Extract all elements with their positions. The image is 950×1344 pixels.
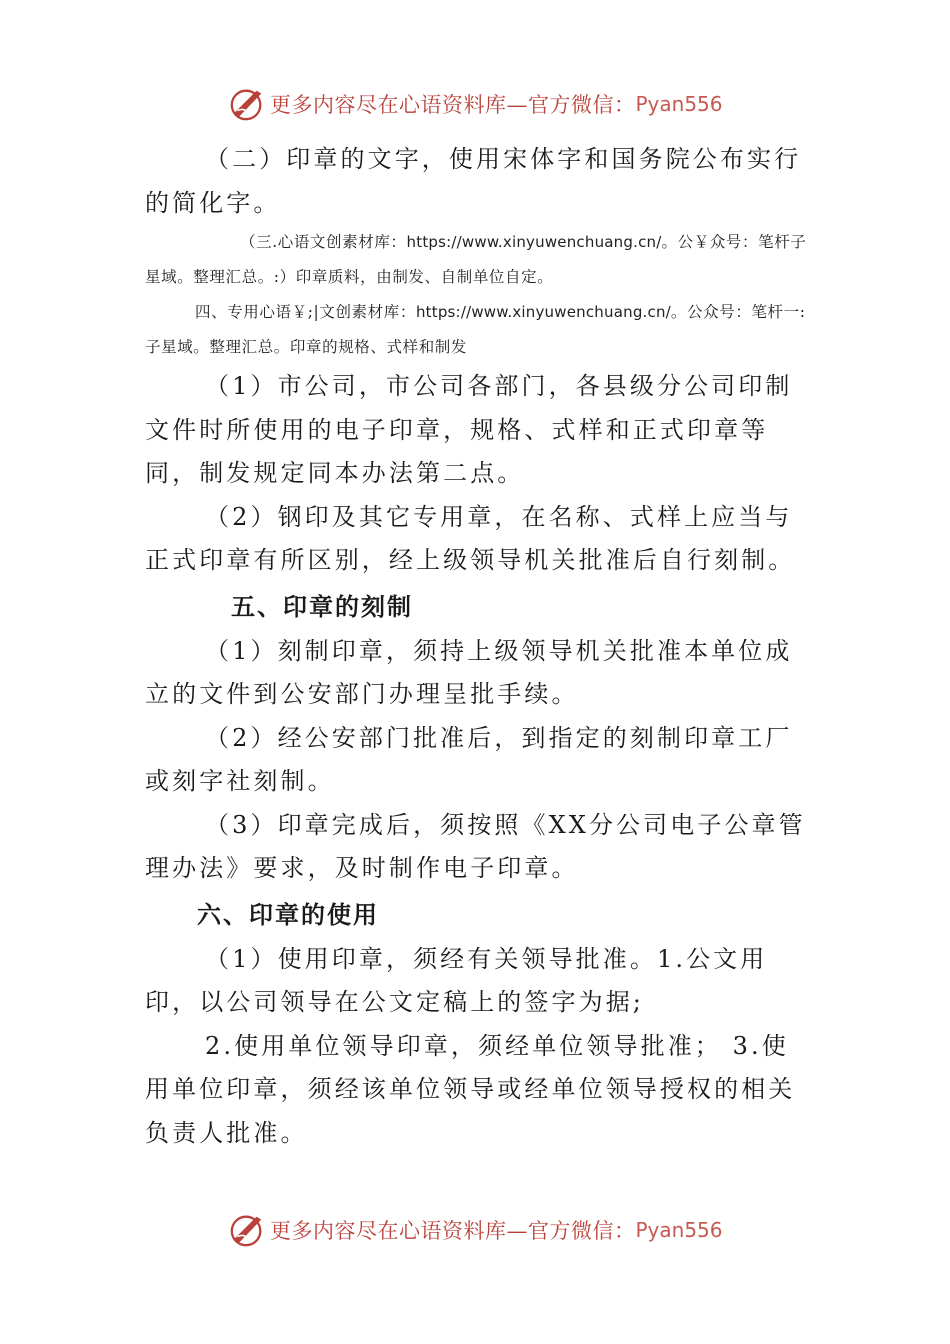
paragraph-4-2: （2）钢印及其它专用章，在名称、式样上应当与正式印章有所区别，经上级领导机关批准后自行刻制。: [145, 502, 796, 574]
paragraph-5-2: （2）经公安部门批准后，到指定的刻制印章工厂或刻字社刻制。: [145, 723, 793, 795]
watermark-line-2-pre: 四、专用心语￥;|文创素材库：: [195, 303, 416, 321]
watermark-line-2-url: https://www.xinyuwenchuang.cn/: [415, 303, 671, 321]
paragraph-section2-item2: （二）印章的文字，使用宋体字和国务院公布实行的简化字。: [145, 145, 802, 217]
section-heading-5: 五、印章的刻制: [231, 591, 413, 621]
watermark-line-1: [145, 225, 810, 295]
watermark-line-1-pre: （三.心语文创素材库：: [240, 233, 407, 251]
pen-circle-logo-icon: [228, 1211, 266, 1249]
header-banner: [228, 84, 723, 124]
watermark-line-1-post: 。公￥众号：笔杆子星域。整理汇总。:）印章质料，由制发、自制单位自定。: [145, 233, 807, 286]
section-heading-6: 六、印章的使用: [197, 899, 379, 929]
banner-text: 更多内容尽在心语资料库—官方微信：: [270, 93, 636, 117]
banner-wechat-id: Pyan556: [635, 92, 723, 116]
footer-banner: [228, 1210, 723, 1250]
watermark-line-1-url: https://www.xinyuwenchuang.cn/: [406, 233, 662, 251]
paragraph-6-2: 2.使用单位领导印章，须经单位领导批准； 3.使用单位印章，须经该单位领导或经单位领导授权的相关负责人批准。: [145, 1031, 796, 1147]
pen-circle-logo-icon: [228, 85, 266, 123]
paragraph-6-1: （1）使用印章，须经有关领导批准。1.公文用印，以公司领导在公文定稿上的签字为据;: [145, 944, 768, 1016]
paragraph-4-1: （1）市公司，市公司各部门，各县级分公司印制文件时所使用的电子印章，规格、式样和正式印章等同，制发规定同本办法第二点。: [145, 372, 793, 487]
document-body: [145, 138, 810, 1155]
watermark-line-2: [145, 295, 810, 365]
footer-banner-wechat-id: Pyan556: [635, 1218, 723, 1242]
paragraph-5-1: （1）刻制印章，须持上级领导机关批准本单位成立的文件到公安部门办理呈批手续。: [145, 636, 793, 708]
footer-banner-text: 更多内容尽在心语资料库—官方微信：: [270, 1219, 636, 1243]
paragraph-5-3: （3）印章完成后，须按照《XX分公司电子公章管理办法》要求，及时制作电子印章。: [145, 810, 806, 882]
watermark-line-2-post: 。公众号：笔杆一:子星域。整理汇总。印章的规格、式样和制发: [145, 303, 806, 356]
